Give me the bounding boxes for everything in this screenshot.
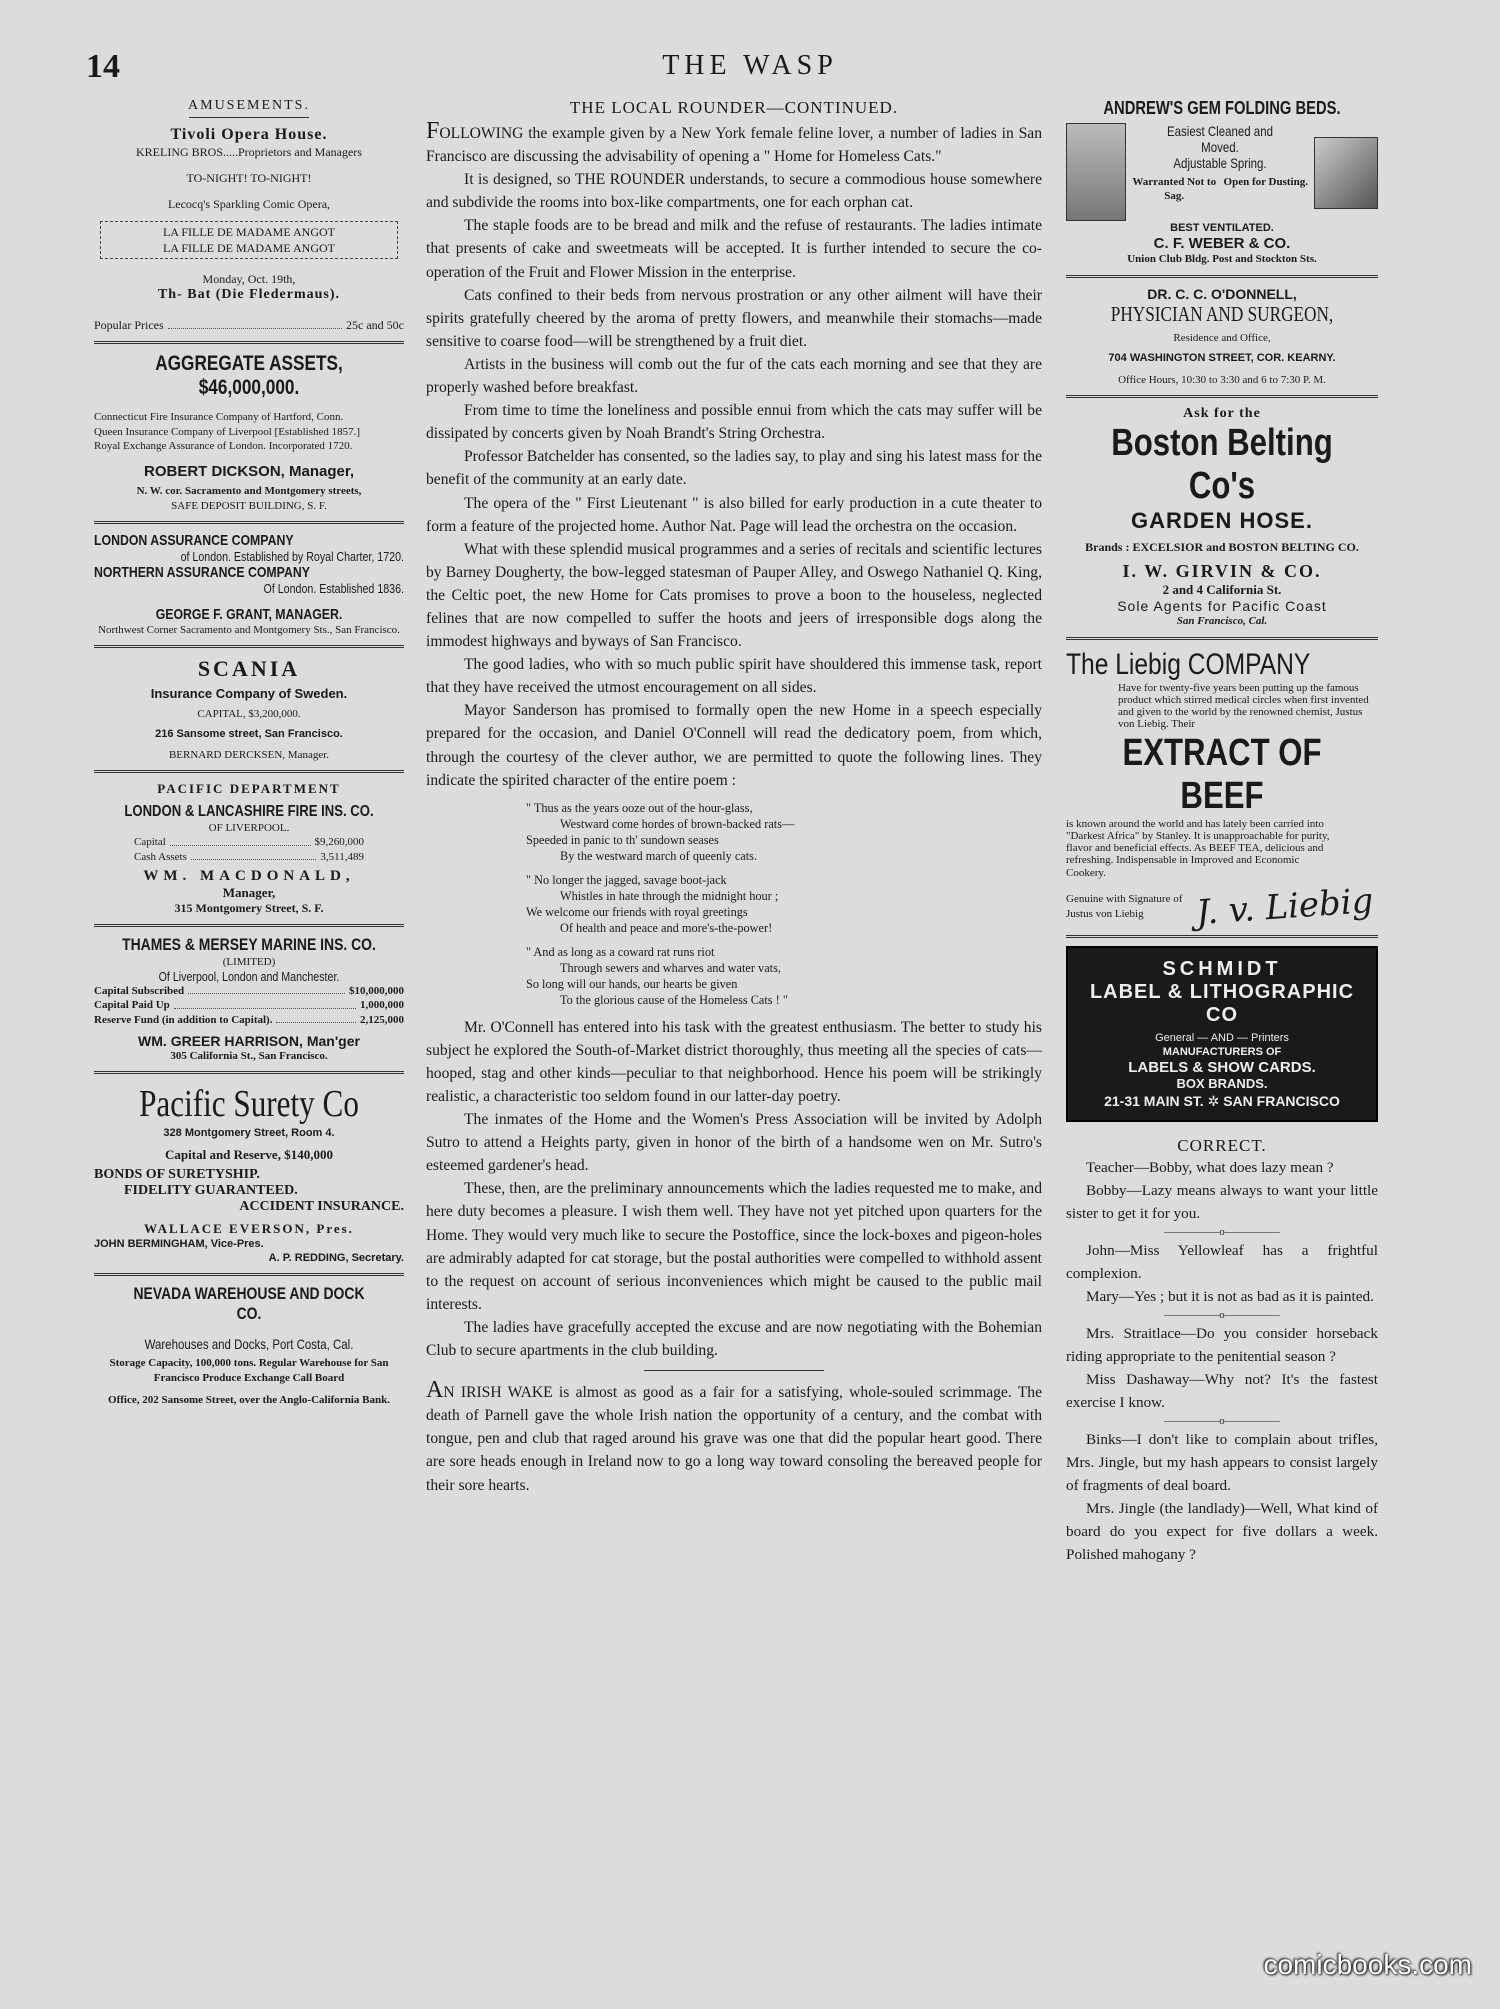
tivoli-monday: Monday, Oct. 19th, <box>202 271 296 286</box>
lancashire-capital <box>94 835 404 849</box>
poem-line: " And as long as a coward rat runs riot <box>526 944 715 959</box>
doctor-address: 704 WASHINGTON STREET, COR. KEARNY. <box>1108 351 1336 364</box>
article-paragraph: What with these splendid musical programmes and a series of recitals and scientific lectures by Barney Dougherty, the bow-legged statesman of Pauper Alley, and Oswego Nathaniel Q. King, the Celtic poet, the new Home for Cats promises to prove a boon to the houseless, neglected felines that are now compelled to suffer the hoots and jeers of irresponsible dogs along the immodest highways and byways of San Francisco. <box>426 540 1042 651</box>
joke-line: Teacher—Bobby, what does lazy mean ? <box>1086 1159 1334 1177</box>
article-paragraph: These, then, are the preliminary announcements which the ladies requested me to make, and here duty becomes a pleasure. I wish them well. They have not yet pitched upon quarters for the Home. They would very much like to secure the Postoffice, since the lock-boxes and pigeon-holes are admirably adapted for cat storage, but the postal authorities were compelled to withhold assent to the request on account of serious inconveniences which might be caused to the public mail interests. <box>426 1180 1042 1313</box>
poem-line: By the westward march of queenly cats. <box>560 848 758 863</box>
poem-line: So long will our hands, our hearts be given <box>526 976 738 991</box>
tivoli-play-1: LA FILLE DE MADAME ANGOT <box>163 224 335 239</box>
masthead-title: THE WASP <box>662 50 838 81</box>
lancashire-of: OF LIVERPOOL. <box>208 821 290 834</box>
schmidt-labels: LABELS & SHOW CARDS. <box>1128 1059 1316 1077</box>
schmidt-box-brands: BOX BRANDS. <box>1176 1076 1268 1092</box>
liebig-body: is known around the world and has lately been carried into "Darkest Africa" by Stanley. It is unapproachable for purity, flavor and beneficial effects. As BEEF TEA, delicious and refreshing. Indispensable in Improved and Economic Cookery. <box>1066 818 1330 879</box>
joke-separator: —————o————— <box>1164 1309 1280 1322</box>
poem-excerpt <box>526 800 1042 1008</box>
nevada-office: Office, 202 Sansome Street, over the Anglo-California Bank. <box>108 1393 390 1406</box>
thames-r2-label: Capital Paid Up <box>94 999 170 1012</box>
doctor-name: DR. C. C. O'DONNELL, <box>1147 285 1297 302</box>
joke-line: Bobby—Lazy means always to want your little sister to get it for you. <box>1066 1182 1378 1223</box>
scania-address: 216 Sansome street, San Francisco. <box>155 728 343 741</box>
thames-address: 305 California St., San Francisco. <box>170 1050 328 1063</box>
pacific-dept-title: PACIFIC DEPARTMENT <box>157 780 341 796</box>
folding-bed-open-illustration <box>1314 137 1378 209</box>
lancashire-cash <box>94 850 404 864</box>
aggregate-line-3: Royal Exchange Assurance of London. Incorporated 1720. <box>94 439 353 452</box>
joke-separator: —————o————— <box>1164 1226 1280 1239</box>
prices-value: 25c and 50c <box>346 318 404 333</box>
thames-title: THAMES & MERSEY MARINE INS. CO. <box>122 934 376 954</box>
lancashire-address: 315 Montgomery Street, S. F. <box>174 900 324 915</box>
thames-r3-label: Reserve Fund (in addition to Capital). <box>94 1013 273 1026</box>
site-watermark: comicbooks.com <box>1263 1949 1472 1980</box>
thames-row-2 <box>94 998 404 1012</box>
joke-line: Binks—I don't like to complain about trifles, Mrs. Jingle, but my hash appears to consist largely of fragments of deal board. <box>1066 1431 1378 1495</box>
tivoli-name: Tivoli Opera House. <box>170 126 328 143</box>
liebig-product: EXTRACT OF BEEF <box>1122 732 1322 818</box>
beds-company: C. F. WEBER & CO. <box>1153 235 1291 253</box>
first-paragraph-text: OLLOWING the example given by a New York female feline lover, a number of ladies in San Francisco are discussing the advisability of opening a " Home for Homeless Cats." <box>426 125 1042 166</box>
scania-manager: BERNARD DERCKSEN, Manager. <box>168 748 330 761</box>
boston-city: San Francisco, Cal. <box>1176 615 1268 628</box>
poem-line: Westward come hordes of brown-backed rats— <box>560 816 795 831</box>
tivoli-managers: KRELING BROS.....Proprietors and Managers <box>136 145 362 159</box>
article-paragraph: Professor Batchelder has consented, so the ladies say, to play and sing his latest mass for the benefit of the community at an early date. <box>426 448 1042 489</box>
article-paragraph-first <box>426 120 1042 168</box>
beds-feature-2: Adjustable Spring. <box>1173 155 1267 171</box>
london-title: LONDON ASSURANCE COMPANY <box>94 531 294 549</box>
section-divider <box>644 1370 824 1371</box>
doctor-title: PHYSICIAN AND SURGEON, <box>1110 301 1334 326</box>
beds-feature-3: Warranted Not to Sag. <box>1132 176 1217 203</box>
poem-line: " Thus as the years ooze out of the hour-glass, <box>526 800 753 815</box>
joke-line: Mary—Yes ; but it is not as bad as it is painted. <box>1086 1288 1374 1306</box>
article-paragraph: The opera of the " First Lieutenant " is also billed for early production in a cute theater to form a feature of the projected home. Author Nat. Page will lead the orchestra on the occasion. <box>426 494 1042 535</box>
boston-brands: Brands : EXCELSIOR and BOSTON BELTING CO. <box>1085 540 1359 555</box>
article-paragraph: Mayor Sanderson has promised to formally open the new Home in a speech especially prepared for the occasion, and Daniel O'Connell will read the dedicatory poem, from which, through the courtesy of the clever author, we are permitted to quote the following lines. They indicate the spirited character of the entire poem : <box>426 702 1042 789</box>
aggregate-manager: ROBERT DICKSON, Manager, <box>143 463 355 481</box>
article-paragraph: Mr. O'Connell has entered into his task with the greatest enthusiasm. The better to study his subject he explored the South-of-Market district thoroughly, thus meeting all the species of cats—hooped, stag and other kinds—peculiar to that neighborhood. Hence his poem will be strikingly realistic, a characteristic too seldom found in our latter-day poetry. <box>426 1018 1042 1105</box>
thames-r1-value: $10,000,000 <box>349 985 404 998</box>
joke-separator: —————o————— <box>1164 1415 1280 1428</box>
poem-line: " No longer the jagged, savage boot-jack <box>526 872 727 887</box>
london-manager: GEORGE F. GRANT, MANAGER. <box>155 605 343 623</box>
boston-sole: Sole Agents for Pacific Coast <box>1117 598 1327 615</box>
aggregate-address: N. W. cor. Sacramento and Montgomery streets, <box>136 485 362 498</box>
joke-line: Miss Dashaway—Why not? It's the fastest exercise I know. <box>1066 1371 1378 1412</box>
lancashire-role: Manager, <box>222 884 276 900</box>
article-paragraph: It is designed, so THE ROUNDER understands, to secure a commodious house somewhere and subdivide the rooms into box-like compartments, one for each orphan cat. <box>426 171 1042 212</box>
thames-row-3 <box>94 1013 404 1027</box>
article-paragraph: The inmates of the Home and the Women's Press Association will be invited by Adolph Sutro to attend a Heights party, given in honor of the birth of a handsome wen on Mr. Sutro's esteemed gardener's head. <box>426 1111 1042 1175</box>
nevada-title: NEVADA WAREHOUSE AND DOCK CO. <box>133 1284 365 1324</box>
surety-vp: JOHN BERMINGHAM, Vice-Pres. <box>94 1237 264 1250</box>
nevada-sub: Warehouses and Docks, Port Costa, Cal. <box>144 1336 354 1353</box>
schmidt-name: SCHMIDT <box>1162 957 1282 980</box>
beds-address: Union Club Bldg. Post and Stockton Sts. <box>1127 253 1317 266</box>
surety-secretary: A. P. REDDING, Secretary. <box>268 1251 404 1264</box>
tivoli-opera-desc: Lecocq's Sparkling Comic Opera, <box>167 197 331 212</box>
left-ad-column <box>94 98 404 1407</box>
boston-agent: I. W. GIRVIN & CO. <box>1122 561 1322 582</box>
folding-bed-closed-illustration <box>1066 123 1126 221</box>
london-address: Northwest Corner Sacramento and Montgomery Sts., San Francisco. <box>98 623 400 636</box>
doctor-hours: Office Hours, 10:30 to 3:30 and 6 to 7:30 P. M. <box>1118 374 1326 387</box>
aggregate-building: SAFE DEPOSIT BUILDING, S. F. <box>171 499 327 512</box>
boston-ask: Ask for the <box>1183 406 1261 422</box>
cash-label: Cash Assets <box>134 850 187 863</box>
poem-line: To the glorious cause of the Homeless Cats ! " <box>560 992 788 1007</box>
thames-r2-value: 1,000,000 <box>360 999 404 1012</box>
scania-capital: CAPITAL, $3,200,000. <box>197 708 301 721</box>
poem-line: Through sewers and wharves and water vats, <box>560 960 781 975</box>
cash-value: 3,511,489 <box>320 850 364 863</box>
beds-feature-4: Open for Dusting. <box>1223 176 1308 188</box>
tivoli-tonight: TO-NIGHT! TO-NIGHT! <box>186 171 312 186</box>
joke-line: Mrs. Jingle (the landlady)—Well, What kind of board do you expect for five dollars a week. Polished mahogany ? <box>1066 1500 1378 1564</box>
article-title: THE LOCAL ROUNDER—CONTINUED. <box>569 98 899 117</box>
schmidt-company: LABEL & LITHOGRAPHIC CO <box>1089 980 1355 1026</box>
beds-ad <box>1066 123 1378 221</box>
correct-title: CORRECT. <box>1177 1136 1267 1156</box>
thames-manager: WM. GREER HARRISON, Man'ger <box>138 1033 360 1050</box>
prices-label: Popular Prices <box>94 318 164 333</box>
page-number: 14 <box>86 48 120 85</box>
northern-sub: Of London. Established 1836. <box>263 580 404 596</box>
schmidt-manufacturers: MANUFACTURERS OF <box>1162 1045 1282 1058</box>
aggregate-line-2: Queen Insurance Company of Liverpool [Established 1857.] <box>94 425 361 438</box>
london-sub: of London. Established by Royal Charter, 1720. <box>180 548 404 564</box>
article-column <box>426 98 1042 1497</box>
poem-line: Of health and peace and more's-the-power! <box>560 920 773 935</box>
thames-row-1 <box>94 984 404 998</box>
schmidt-address: 21-31 MAIN ST. ✲ SAN FRANCISCO <box>1104 1093 1340 1110</box>
article-paragraph: The ladies have gracefully accepted the excuse and are now negotiating with the Bohemian Club to secure apartments in the club building. <box>426 1318 1042 1360</box>
beds-feature-5: BEST VENTILATED. <box>1170 222 1274 234</box>
article-paragraph: From time to time the loneliness and possible ennui from which the cats may suffer will be dissipated by concerts given by Noah Brandt's String Orchestra. <box>426 402 1042 443</box>
surety-line-2: FIDELITY GUARANTEED. <box>124 1182 298 1198</box>
tivoli-next: Th- Bat (Die Fledermaus). <box>157 287 341 303</box>
tivoli-play-2: LA FILLE DE MADAME ANGOT <box>163 240 335 255</box>
article-paragraph: Cats confined to their beds from nervous prostration or any other ailment will have their spirits gratefully cheered by the aroma of pretty flowers, and meanwhile their stomachs—made sensitive to coarse food—will be strengthened by a fruit diet. <box>426 286 1042 350</box>
drop-cap-a: A <box>426 1377 444 1404</box>
surety-line-1: BONDS OF SURETYSHIP. <box>94 1166 260 1182</box>
northern-title: NORTHERN ASSURANCE COMPANY <box>94 563 310 581</box>
liebig-name: The Liebig COMPANY <box>1066 647 1311 681</box>
liebig-signature: J. v. Liebig <box>1194 880 1375 933</box>
aggregate-line-1: Connecticut Fire Insurance Company of Hartford, Conn. <box>94 411 344 424</box>
article-paragraph: The good ladies, who with so much public spirit have shouldered this immense task, report that they have received the utmost encouragement on all sides. <box>426 656 1042 697</box>
boston-name: Boston Belting Co's <box>1111 422 1333 508</box>
scania-sub: Insurance Company of Sweden. <box>150 686 348 702</box>
schmidt-label-ad <box>1066 946 1378 1123</box>
tivoli-play-box <box>100 221 398 259</box>
capital-value: $9,260,000 <box>314 836 364 849</box>
poem-line: Speeded in panic to th' sundown seases <box>526 832 719 847</box>
thames-of: Of Liverpool, London and Manchester. <box>158 969 340 985</box>
beds-title: ANDREW'S GEM FOLDING BEDS. <box>1103 98 1341 118</box>
surety-pres: WALLACE EVERSON, Pres. <box>144 1220 354 1236</box>
boston-address: 2 and 4 California St. <box>1162 582 1282 598</box>
schmidt-printers: General — AND — Printers <box>1155 1031 1289 1044</box>
irish-wake-paragraph <box>426 1379 1042 1496</box>
article-paragraph: The staple foods are to be bread and milk and the refuse of restaurants. The ladies intimate that presents of cake and sweetmeats will be accepted. It is further intended to secure the co-operation of the Fruit and Flower Mission in the enterprise. <box>426 217 1042 281</box>
drop-cap-f: F <box>426 118 440 144</box>
lancashire-company: LONDON & LANCASHIRE FIRE INS. CO. <box>124 802 374 820</box>
boston-product: GARDEN HOSE. <box>1131 508 1313 534</box>
joke-line: Mrs. Straitlace—Do you consider horseback riding appropriate to the penitential season ? <box>1066 1325 1378 1366</box>
right-ad-column <box>1066 98 1378 1566</box>
liebig-genuine: Genuine with Signature of Justus von Liebig <box>1066 893 1183 920</box>
poem-line: We welcome our friends with royal greetings <box>526 904 748 919</box>
thames-r3-value: 2,125,000 <box>360 1013 404 1026</box>
lancashire-manager-name: WM. MACDONALD, <box>143 867 355 884</box>
surety-line-3: ACCIDENT INSURANCE. <box>239 1198 404 1214</box>
doctor-residence: Residence and Office, <box>1173 331 1271 344</box>
liebig-intro: Have for twenty-five years been putting up the famous product which stirred medical circles when first invented and given to the world by the renowned chemist, Justus von Liebig. Their <box>1118 681 1369 731</box>
irish-wake-text: N IRISH WAKE is almost as good as a fair for a satisfying, whole-souled scrimmage. The death of Parnell gave the whole Irish nation the opportunity of a century, and the combat with tongue, pen and club that raged around his grave was one that did the popular heart good. There are sore heads enough in Ireland now to go a long way toward consoling the bereaved people for their sore hearts. <box>426 1384 1042 1494</box>
tivoli-prices <box>94 317 404 333</box>
article-paragraph: Artists in the business will comb out the fur of the cats each morning and see that they are properly washed before breakfast. <box>426 355 1042 397</box>
amusements-heading: AMUSEMENTS. <box>188 98 310 113</box>
surety-address: 328 Montgomery Street, Room 4. <box>163 1127 335 1140</box>
nevada-storage: Storage Capacity, 100,000 tons. Regular Warehouse for San Francisco Produce Exchange Call Board <box>109 1357 389 1384</box>
thames-limited: (LIMITED) <box>222 955 276 968</box>
capital-label: Capital <box>134 836 166 849</box>
aggregate-title: AGGREGATE ASSETS, $46,000,000. <box>155 352 343 400</box>
poem-line: Whistles in hate through the midnight hour ; <box>560 888 779 903</box>
surety-name: Pacific Surety Co <box>139 1083 359 1126</box>
scania-name: SCANIA <box>197 656 301 682</box>
beds-feature-1: Easiest Cleaned and Moved. <box>1167 123 1273 155</box>
surety-capital: Capital and Reserve, $140,000 <box>165 1146 333 1162</box>
joke-line: John—Miss Yellowleaf has a frightful complexion. <box>1066 1242 1378 1283</box>
thames-r1-label: Capital Subscribed <box>94 985 185 998</box>
